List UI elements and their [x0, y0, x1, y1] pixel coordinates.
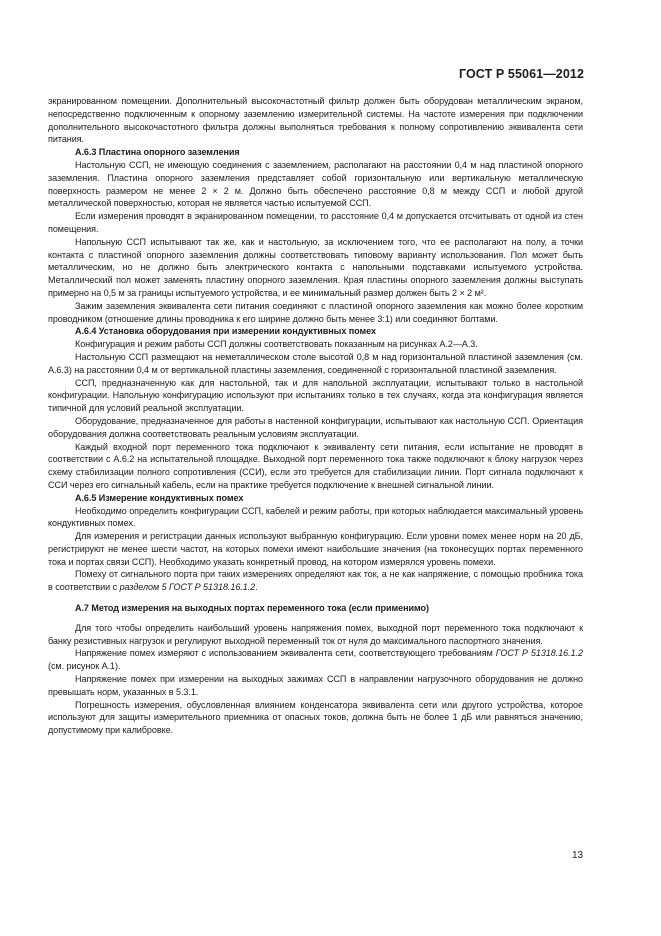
paragraph: Напряжение помех при измерении на выходных зажимах ССП в направлении нагрузочного оборудования не должно превышать норм, указанных в 5.3.1. [48, 674, 583, 697]
paragraph: Погрешность измерения, обусловленная влиянием конденсатора эквивалента сети или другого устройства, которое используют для защиты измерительного приемника от опасных токов, должна быть не более 1 дБ или равняться значению, допустимому при калибровке. [48, 699, 583, 736]
text-run: . [255, 582, 258, 593]
text-run: Напряжение помех измеряют с использованием эквивалента сети, соответствующего требованиям [75, 648, 493, 659]
paragraph: Оборудование, предназначенное для работы в настенной конфигурации, испытывают как настольную ССП. Ориентация оборудования должна соответствовать реальным условиям эксплуатации. [48, 415, 583, 439]
section-heading-a65: А.6.5 Измерение кондуктивных помех [75, 492, 244, 503]
paragraph: ССП, предназначенную как для настольной, так и для напольной эксплуатации, испытывают только в настольной конфигурации. Напольную конфигурацию используют при испытаниях только в тех случаях, когда эта конфигурация является типичной для условий реальной эксплуатации. [48, 377, 583, 414]
paragraph [48, 647, 583, 673]
section-heading-a64: А.6.4 Установка оборудования при измерении кондуктивных помех [75, 326, 376, 337]
paragraph: Конфигурация и режим работы ССП должны соответствовать показанным на рисунках А.2—А.3. [75, 339, 478, 350]
paragraph: Каждый входной порт переменного тока подключают к эквиваленту сети питания, если испытание не проводят в соответствии с А.6.2 на испытательной площадке. Выходной порт переменного тока также подключают к блоку нагрузок через схему стабилизации полного сопротивления (ССИ), если это требуется для стабилизации линии. Порт сигнала подключают к ССИ через его сигнальный кабель, если на практике требуется подключение к внешней сигнальной линии. [48, 441, 583, 490]
section-heading-a7: А.7 Метод измерения на выходных портах переменного тока (если применимо) [75, 603, 429, 614]
paragraph: Настольную ССП, не имеющую соединения с заземлением, располагают на расстоянии 0,4 м над пластиной опорного заземления. Пластина опорного заземления представляет собой горизонтальную или вертикальную металлическую поверхность размером не менее 2 × 2 м. Должно быть обеспечено расстояние 0,8 м между ССП и любой другой металлической поверхностью, которая не является частью испытуемой ССП. [48, 159, 583, 209]
paragraph: Необходимо определить конфигурации ССП, кабелей и режим работы, при которых наблюдается максимальный уровень кондуктивных помех. [48, 505, 583, 529]
text-run: (см. рисунок А.1). [48, 661, 121, 672]
standard-reference: разделом 5 ГОСТ Р 51318.16.1.2 [119, 582, 256, 593]
page-number: 13 [572, 850, 584, 861]
paragraph [48, 568, 583, 594]
section-heading-a63: А.6.3 Пластина опорного заземления [75, 147, 240, 158]
standard-reference: ГОСТ Р 51318.16.1.2 [495, 648, 583, 659]
document-body [48, 95, 583, 737]
paragraph: Если измерения проводят в экранированном помещении, то расстояние 0,4 м допускается отсчитывать от одной из стен помещения. [48, 211, 583, 234]
paragraph: Настольную ССП размещают на неметаллическом столе высотой 0,8 м над горизонтальной пластиной заземления (см. А.6.3) на расстоянии 0,4 м от вертикальной пластины заземления, соединенной с горизонтальной пластиной заземления. [48, 351, 583, 375]
text-run: Помеху от сигнального порта при таких измерениях определяют как ток, а не как напряжение, с помощью пробника тока в соответствии с [48, 569, 583, 593]
paragraph: Зажим заземления эквивалента сети питания соединяют с пластиной опорного заземления как можно более коротким проводником (отношение длины проводника к его ширине должно быть менее 3:1) или соединяют болтами. [48, 300, 583, 324]
paragraph: Напольную ССП испытывают так же, как и настольную, за исключением того, что ее располагают на полу, а точки контакта с пластиной опорного заземления должны соответствовать типовому варианту использования. Пол может быть металлическим, но не должно быть электрического контакта с напольными подставками испытуемого устройства. Металлический пол может заменять пластину опорного заземления. Края пластины опорного заземления должны выступать примерно на 0,5 м за границы испытуемого устройства, и ее минимальный размер должен быть 2 × 2 м². [48, 236, 583, 298]
paragraph: экранированном помещении. Дополнительный высокочастотный фильтр должен быть оборудован металлическим экраном, непосредственно подключенным к опорному заземлению измерительной системы. На частоте измерения при подключении дополнительного высокочастотного фильтра должны выполняться требования к полному сопротивлению эквивалента сети питания. [48, 96, 583, 145]
document-code-header: ГОСТ Р 55061—2012 [458, 67, 584, 81]
paragraph: Для измерения и регистрации данных используют выбранную конфигурацию. Если уровни помех менее норм на 20 дБ, регистрируют не менее шести частот, на которых помехи имеют наибольшие значения (на токонесущих портах переменного тока и портах связи ССП). Необходимо указать конкретный провод, на котором измерялся уровень помехи. [48, 531, 583, 567]
paragraph: Для того чтобы определить наибольший уровень напряжения помех, выходной порт переменного тока подключают к банку резистивных нагрузок и регулируют выходной переменный ток от нуля до максимального паспортного значения. [48, 622, 583, 646]
